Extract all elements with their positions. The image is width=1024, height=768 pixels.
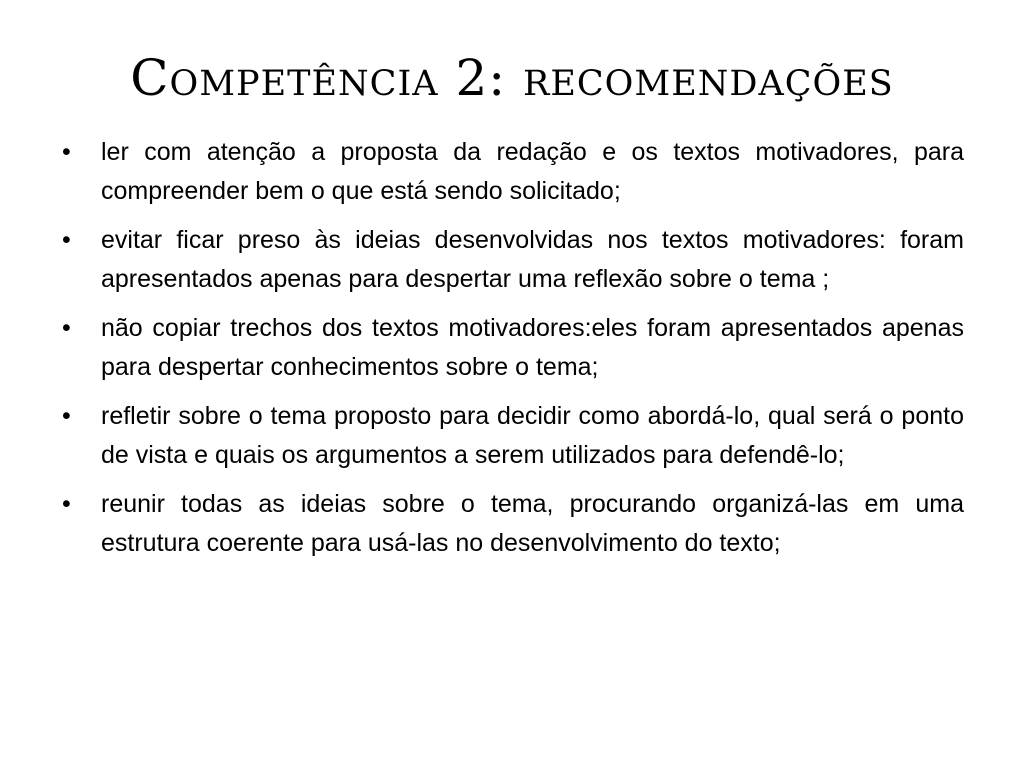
bullet-text: refletir sobre o tema proposto para decidir como abordá-lo, qual será o ponto de vista e quais os argumentos a serem utilizados para defendê-lo; — [101, 402, 964, 469]
bullet-item-3 — [60, 309, 964, 387]
bullet-icon: • — [62, 490, 71, 518]
bullet-item-1 — [60, 133, 964, 211]
bullet-icon: • — [62, 314, 71, 342]
bullet-text: reunir todas as ideias sobre o tema, procurando organizá-las em uma estrutura coerente para usá-las no desenvolvimento do texto; — [101, 490, 964, 557]
bullet-icon: • — [62, 138, 71, 166]
bullet-item-2 — [60, 221, 964, 299]
bullet-icon: • — [62, 226, 71, 254]
bullet-text: evitar ficar preso às ideias desenvolvidas nos textos motivadores: foram apresentados apenas para despertar uma reflexão sobre o tema ; — [101, 226, 964, 293]
bullet-text: ler com atenção a proposta da redação e os textos motivadores, para compreender bem o que está sendo solicitado; — [101, 138, 964, 205]
bullet-item-4 — [60, 397, 964, 475]
slide-title: Competência 2: recomendações — [130, 49, 894, 107]
bullet-icon: • — [62, 402, 71, 430]
bullet-list — [60, 133, 964, 573]
bullet-item-5 — [60, 485, 964, 563]
bullet-text: não copiar trechos dos textos motivadores:eles foram apresentados apenas para despertar conhecimentos sobre o tema; — [101, 314, 964, 381]
